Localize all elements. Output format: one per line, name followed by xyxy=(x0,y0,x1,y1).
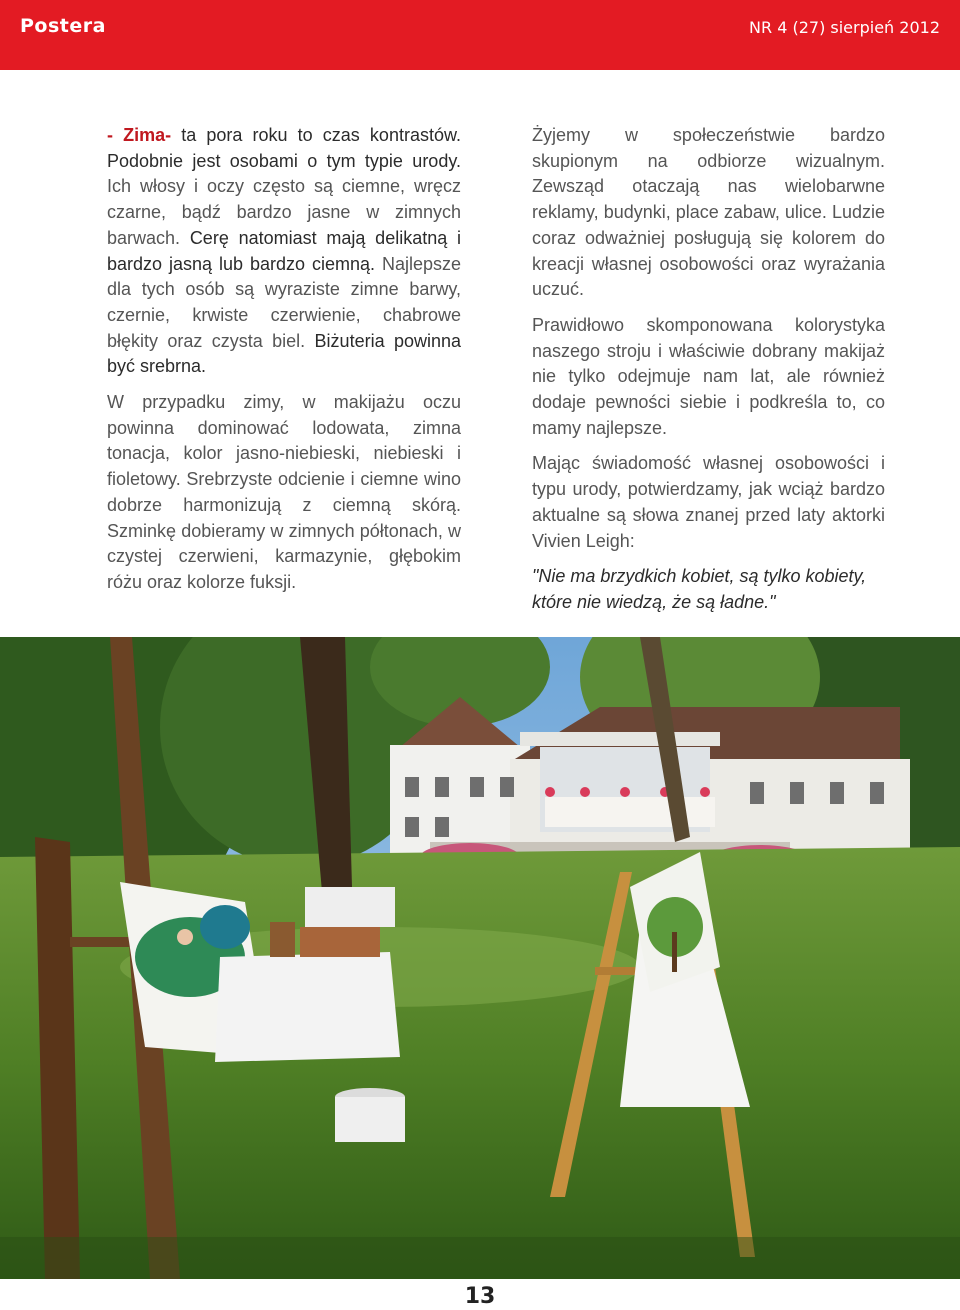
page-header xyxy=(0,0,960,70)
paragraph-awareness: Mając świadomość własnej osobowości i typu urody, potwierdzamy, jak wciąż bardzo aktualne są słowa znanej przed laty aktorki Vivien Leigh: xyxy=(532,453,885,551)
winter-heading: - Zima- xyxy=(107,125,172,145)
right-column xyxy=(532,123,885,626)
magazine-title: Postera xyxy=(20,15,106,37)
paragraph-winter: - Zima- ta pora roku to czas kontrastów. Podobnie jest osobami o tym typie urody. Ich włosy i oczy często są ciemne, wręcz czarne, bądź bardzo jasne w zimnych barwach. Cerę natomiast mają delikatną i bardzo jasną lub bardzo ciemną. Najlepsze dla tych osób są wyraziste zimne barwy, czernie, krwiste czerwienie, chabrowe błękity oraz czysta biel. Biżuteria powinna być srebrna. xyxy=(107,125,461,377)
quote-vivien-leigh: "Nie ma brzydkich kobiet, są tylko kobiety, które nie wiedzą, że są ładne." xyxy=(532,566,867,612)
page-number: 13 xyxy=(464,1284,496,1309)
left-column xyxy=(107,123,461,606)
paragraph-society: Żyjemy w społeczeństwie bardzo skupionym na odbiorze wizualnym. Zewsząd otaczają nas wielobarwne reklamy, budynki, place zabaw, ulice. Ludzie coraz odważniej posługują się kolorem do kreacji własnej osobowości oraz wyrażania uczuć. xyxy=(532,125,885,300)
issue-label: NR 4 (27) sierpień 2012 xyxy=(749,18,940,37)
paragraph-makeup: W przypadku zimy, w makijażu oczu powinna dominować lodowata, zimna tonacja, kolor jasno-niebieski, niebieski i fioletowy. Srebrzyste odcienie i ciemne wino dobrze harmonizują z ciemną skórą. Szminkę dobieramy w zimnych półtonach, w czystej czerwieni, karmazynie, głębokim różu oraz kolorze fuksji. xyxy=(107,392,461,592)
garden-easels-photo xyxy=(0,637,960,1279)
paragraph-colors: Prawidłowo skomponowana kolorystyka naszego stroju i właściwie dobrany makijaż nie tylko odejmuje nam lat, ale również dodaje pewności siebie i podkreśla to, co mamy najlepsze. xyxy=(532,314,885,438)
